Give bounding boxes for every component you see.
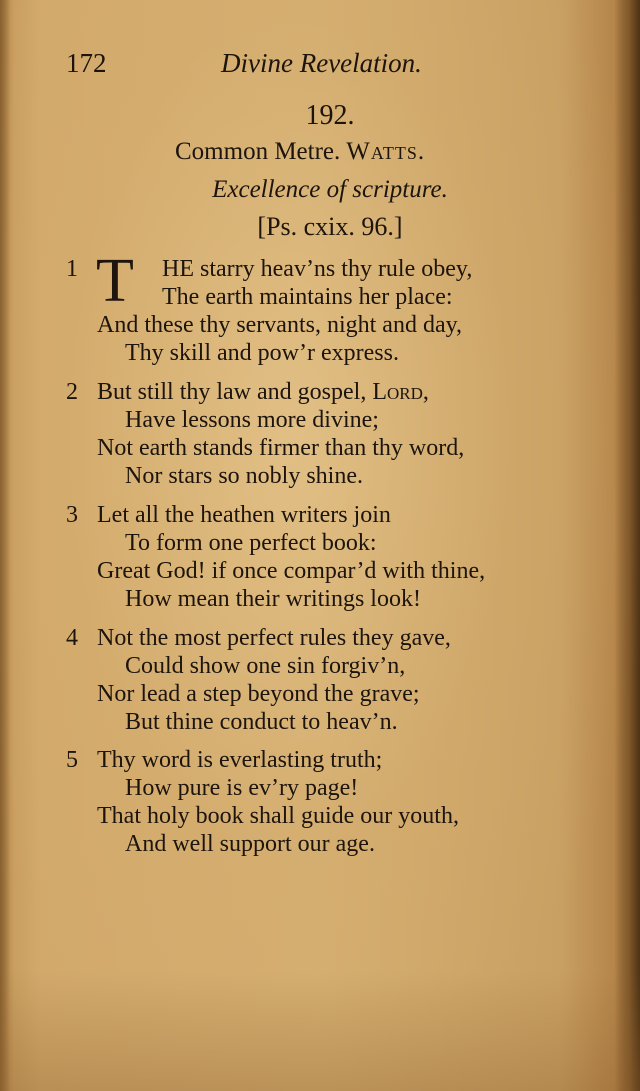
verse-line: Not earth stands firmer than thy word, bbox=[97, 435, 465, 461]
verse-number: 2 bbox=[66, 379, 78, 405]
verse-line: Could show one sin forgiv’n, bbox=[125, 653, 406, 679]
verse-number: 1 bbox=[66, 256, 78, 282]
drop-cap: T bbox=[96, 247, 134, 315]
verse-line: And these thy servants, night and day, bbox=[97, 312, 463, 338]
verse-line: That holy book shall guide our youth, bbox=[97, 803, 459, 829]
hymn-number: 192. bbox=[305, 100, 355, 131]
verse-line: Have lessons more divine; bbox=[125, 407, 379, 433]
running-head bbox=[66, 48, 446, 88]
verse-line: HE starry heav’ns thy rule obey, bbox=[162, 256, 473, 282]
verse-line: Nor stars so nobly shine. bbox=[125, 463, 363, 489]
page-number: 172 bbox=[66, 48, 107, 78]
page-bottom-shade bbox=[0, 971, 640, 1091]
verse-line: To form one perfect book: bbox=[125, 530, 377, 556]
verse-line: And well support our age. bbox=[125, 831, 375, 857]
metre-line bbox=[175, 138, 425, 166]
verse-number: 5 bbox=[66, 747, 78, 773]
page-left-edge-shadow bbox=[0, 0, 10, 1091]
verse-line: How pure is ev’ry page! bbox=[125, 775, 359, 801]
verse-line bbox=[97, 378, 429, 406]
hymn-subject: Excellence of scripture. bbox=[212, 176, 448, 203]
verse-line: Thy skill and pow’r express. bbox=[125, 340, 399, 366]
verse-line: Thy word is everlasting truth; bbox=[97, 747, 383, 773]
verse-line: Let all the heathen writers join bbox=[97, 502, 391, 528]
metre: Common Metre. bbox=[175, 138, 341, 165]
verse-line: Great God! if once compar’d with thine, bbox=[97, 558, 486, 584]
verse-line: The earth maintains her place: bbox=[162, 284, 453, 310]
scripture-reference: [Ps. cxix. 96.] bbox=[257, 212, 403, 241]
hymn-author: Watts. bbox=[346, 138, 426, 165]
verse-line: Not the most perfect rules they gave, bbox=[97, 625, 451, 651]
lord-small-caps: Lord, bbox=[372, 379, 429, 405]
verse-number: 4 bbox=[66, 625, 78, 651]
verse-line: Nor lead a step beyond the grave; bbox=[97, 681, 420, 707]
verse-line: How mean their writings look! bbox=[125, 586, 421, 612]
verse-number: 3 bbox=[66, 502, 78, 528]
verse-line-text: But still thy law and gospel, bbox=[97, 379, 373, 405]
running-title: Divine Revelation. bbox=[221, 48, 422, 78]
page-right-edge-shadow bbox=[614, 0, 640, 1091]
verse-line: But thine conduct to heav’n. bbox=[125, 709, 398, 735]
